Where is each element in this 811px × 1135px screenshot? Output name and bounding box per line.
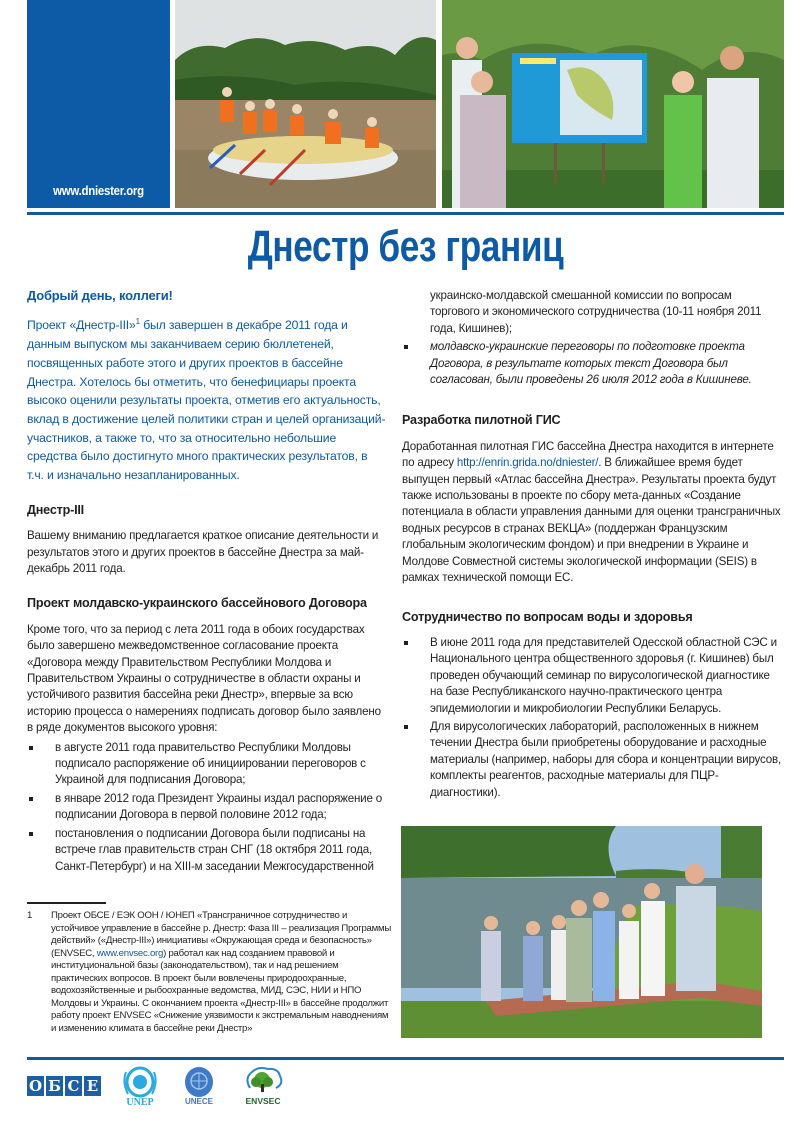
unep-logo — [120, 1066, 160, 1111]
greeting-heading: Добрый день, коллеги! — [27, 288, 173, 303]
left-column — [27, 288, 387, 877]
unep-caption: UNEP — [126, 1097, 154, 1108]
list-item — [402, 288, 784, 337]
bullet-text: украинско-молдавской смешанной комиссии по вопросам торгового и экономического сотрудничества (10-11 ноября 2011 года, Кишинев); — [430, 289, 762, 335]
bullet-icon — [29, 797, 33, 801]
footnote-text-end: ) работал как над созданием правовой и институциональной базы (законодательством), так и над решением практических вопросов. В проект были вовлечены природоохранные, водохозяйственные и рыбоохранные ведомства, МИД, СЭС, НИИ и НПО Молдовы и Украины. С окончанием проекта «Днестр-III» в бассейне продолжит работу проект ENVSEC «Снижение уязвимости к экстремальным наводнениям и изменению климата в бассейне реки Днестр» — [51, 947, 389, 1034]
footer-divider — [27, 1057, 784, 1060]
tree-icon — [242, 1066, 284, 1096]
osce-letter: Е — [84, 1076, 101, 1096]
unece-caption: UNECE — [184, 1097, 213, 1106]
bullet-icon — [404, 641, 408, 645]
footnote-ref[interactable]: 1 — [135, 317, 140, 327]
bullet-text: Для вирусологических лабораторий, расположенных в нижнем течении Днестра были приобретены оборудование и расходные материалы (например, наборы для сбора и концентрации вирусов, комплекты реагентов, расходные материалы для ПЦР-диагностики). — [430, 719, 781, 799]
page-title: Днестр без границ — [247, 222, 564, 271]
right-column — [402, 288, 784, 803]
footnote — [27, 910, 392, 1035]
section-heading-treaty: Проект молдавско-украинского бассейнового Договора — [27, 596, 367, 611]
list-item — [402, 635, 784, 717]
osce-letter: О — [28, 1077, 43, 1095]
osce-logo — [27, 1076, 101, 1096]
gis-text-end: . В ближайшее время будет выпущен первый «Атлас бассейна Днестра». Результаты проекта будут также использованы в проекте по сбору мета-данных «Создание потенциала в области управления данными для оценки трансграничных водных ресурсов в странах ВЕКЦА» (поддержан Французским глобальным экологическим фондом) и при внедрении в Украине и Молдове Совместной системы экологической информации (SEIS) в рамках технической помощи ЕС. — [402, 456, 781, 585]
site-url[interactable]: www.dniester.org — [53, 183, 144, 198]
envsec-logo — [242, 1066, 284, 1111]
header-divider — [27, 212, 784, 215]
treaty-bullet-list-continued — [402, 288, 784, 388]
bullet-text: В июне 2011 года для представителей Одесской областной СЭС и Национального центра общественного здоровья (г. Кишинев) был проведен обучающий семинар по вирусологической диагностике на базе Республиканского научно-практического центра эпидемиологии и микробиологии Республики Беларусь. — [430, 635, 777, 715]
info-board-photo — [442, 0, 784, 208]
intro-paragraph — [27, 313, 387, 484]
footnote-number: 1 — [27, 910, 33, 921]
health-bullet-list — [402, 635, 784, 801]
bullet-text: в августе 2011 года правительство Республики Молдовы подписало распоряжение об инициировании переговоров с Украиной для подписания Договора; — [55, 740, 366, 787]
intro-text-start: Проект «Днестр-III» — [27, 318, 136, 333]
bullet-icon — [404, 725, 408, 729]
envsec-caption: ENVSEC — [245, 1096, 281, 1106]
bullet-icon — [29, 746, 33, 750]
list-item — [27, 826, 387, 875]
list-item — [402, 719, 784, 801]
osce-letter: С — [65, 1076, 82, 1096]
footnote-text — [51, 910, 392, 1035]
intro-text-rest: был завершен в декабре 2011 года и данным выпуском мы заканчиваем серию бюллетеней, посвященных работе этого и других проектов в бассейне Днестра. Хотелось бы отметить, что бенефициары проекта высоко оценили результаты проекта, отметив его актуальность, вклад в достижение целей политики стран и целей организаций-участников, а также то, что за относительно небольшие средства было достигнуто много практических результатов, в т.ч. и изначально незапланированных. — [27, 318, 386, 483]
section-dniester-iii-text: Вашему вниманию предлагается краткое описание деятельности и результатов этого и других проектов в бассейне Днестра за май-декабрь 2011 года. — [27, 529, 379, 576]
section-heading-gis: Разработка пилотной ГИС — [402, 413, 561, 428]
section-gis-text — [402, 439, 784, 587]
treaty-bullet-list — [27, 740, 387, 875]
unece-logo — [179, 1066, 219, 1111]
footnote-text-start: Проект ОБСЕ / ЕЭК ООН / ЮНЕП «Трансграничное сотрудничество и устойчивое управление в бассейне р. Днестр: Фаза III – реализация Программы действий» («Днестр-III») инициативы «Окружающая среда и безопасность» (ENVSEC, — [51, 910, 391, 959]
section-heading-dniester-iii: Днестр-III — [27, 502, 84, 517]
bullet-icon — [404, 345, 408, 349]
bullet-text: молдавско-украинские переговоры по подготовке проекта Договора, в результате которых текст Договора был согласован, были проведены 26 июля 2012 года в Кишиневе. — [430, 340, 752, 387]
raft-photo — [175, 0, 436, 208]
section-heading-water-health: Сотрудничество по вопросам воды и здоровья — [402, 609, 693, 624]
envsec-link[interactable]: www.envsec.org — [96, 947, 164, 959]
osce-letter: Б — [46, 1076, 63, 1096]
un-emblem-icon — [179, 1066, 219, 1098]
gis-text-start: Доработанная пилотная ГИС бассейна Днестра находится в интернете по адресу — [402, 439, 774, 470]
unep-emblem-icon — [120, 1066, 160, 1098]
group-by-river-photo — [401, 826, 762, 1038]
bullet-text: в январе 2012 года Президент Украины издал распоряжение о подписании Договора в первой половине 2012 года; — [55, 791, 382, 822]
section-treaty-text: Кроме того, что за период с лета 2011 года в обоих государствах было завершено межведомственное согласование проекта «Договора между Правительством Республики Молдова и Правительством Украины о сотрудничестве в области охраны и устойчивого развития бассейна реки Днестр», впервые за всю историю процесса о намерениях подписать договор было заявлено в ряде документов высокого уровня: — [27, 622, 381, 735]
bullet-text: постановления о подписании Договора были подписаны на встрече глав правительств стран СНГ (18 октября 2011 года, Санкт-Петербург) и на XIII-м заседании Межгосударственной — [55, 826, 374, 873]
footnote-divider — [27, 902, 106, 904]
header-blue-block — [27, 0, 170, 208]
list-item — [27, 740, 387, 789]
bullet-icon — [29, 832, 33, 836]
list-item — [402, 339, 784, 388]
gis-link[interactable]: http://enrin.grida.no/dniester/ — [456, 456, 599, 470]
list-item — [27, 791, 387, 824]
